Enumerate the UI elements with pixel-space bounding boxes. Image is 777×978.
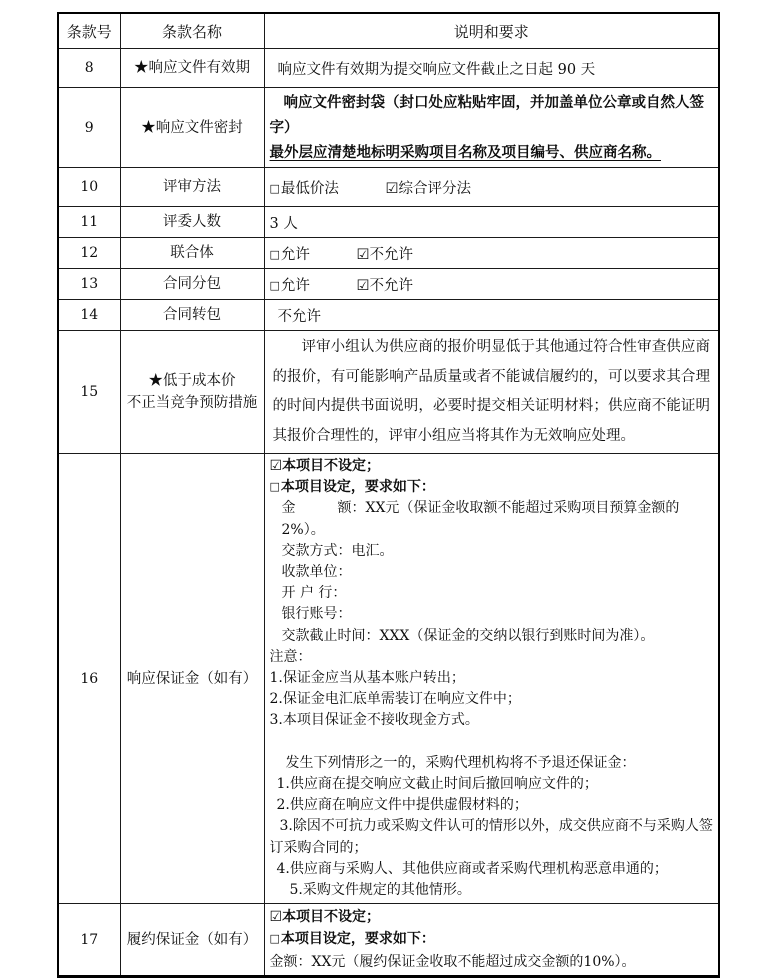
clause-description-cell xyxy=(264,168,719,207)
payment-method-line: 交款方式：电汇。 xyxy=(281,542,394,559)
bank-account-line: 银行账号： xyxy=(281,606,352,623)
clause-description-cell xyxy=(264,269,719,300)
clause-no: 13 xyxy=(58,269,120,300)
option-label: 允许 xyxy=(280,277,310,294)
checkbox-unchecked-icon: □ xyxy=(269,181,280,195)
table-header-row xyxy=(58,13,719,49)
checkbox-checked-icon: ☑ xyxy=(356,277,370,294)
performance-bond-cell xyxy=(264,904,719,977)
subcontract-transfer-text: 不允许 xyxy=(277,308,321,325)
clause-name: ★响应文件密封 xyxy=(120,88,264,168)
option-label: 本项目不设定； xyxy=(282,909,381,926)
response-deposit-cell xyxy=(264,454,719,904)
clause-no: 15 xyxy=(58,331,120,454)
checkbox-unchecked-icon: □ xyxy=(269,247,280,261)
clause-name-line2: 不正当竞争预防措施 xyxy=(126,395,258,411)
checkbox-unchecked-icon: □ xyxy=(269,932,280,946)
sealing-requirement-line2: 最外层应清楚地标明采购项目名称及项目编号、供应商名称。 xyxy=(269,144,661,161)
clause-name: 合同分包 xyxy=(120,269,264,300)
option-label: 本项目设定，要求如下： xyxy=(280,931,435,948)
table-row-13 xyxy=(58,269,719,300)
header-clause-name: 条款名称 xyxy=(120,13,264,49)
table-row-12 xyxy=(58,238,719,269)
deposit-not-set-option xyxy=(270,456,714,477)
evaluator-count-text: 3 人 xyxy=(269,215,298,232)
checkbox-unchecked-icon: □ xyxy=(269,480,280,494)
option-label: 最低价法 xyxy=(280,180,339,197)
option-label: 不允许 xyxy=(369,277,414,294)
bank-name-line: 开 户 行： xyxy=(281,585,347,602)
terms-table xyxy=(57,12,720,978)
table-row-17 xyxy=(58,904,719,977)
option-lowest-price xyxy=(270,177,339,198)
option-label: 不允许 xyxy=(369,246,414,263)
table-row-9 xyxy=(58,88,719,168)
table-row-8 xyxy=(58,49,719,88)
table-row-16 xyxy=(58,454,719,904)
clause-no: 9 xyxy=(58,88,120,168)
clause-name-line1: ★低于成本价 xyxy=(148,373,236,389)
sealing-requirement-line1: 响应文件密封袋（封口处应粘贴牢固，并加盖单位公章或自然人签字） xyxy=(269,94,704,136)
header-clause-no: 条款号 xyxy=(58,13,120,49)
option-not-allowed xyxy=(357,274,414,295)
note-item: 1.保证金应当从基本账户转出； xyxy=(269,670,465,687)
checkbox-checked-icon: ☑ xyxy=(385,180,399,197)
clause-description-cell xyxy=(264,238,719,269)
clause-no: 10 xyxy=(58,168,120,207)
option-label: 本项目设定，要求如下： xyxy=(280,479,435,496)
clause-name: 评审方法 xyxy=(120,168,264,207)
spacer xyxy=(270,732,714,753)
clause-description-cell xyxy=(264,49,719,88)
clause-name: 合同转包 xyxy=(120,300,264,331)
table-row-14 xyxy=(58,300,719,331)
validity-period-text: 响应文件有效期为提交响应文件截止之日起 90 天 xyxy=(277,61,596,78)
forfeit-item: 5.采购文件规定的其他情形。 xyxy=(289,882,471,899)
forfeit-item: 3.除因不可抗力或采购文件认可的情形以外，成交供应商不与采购人签订采购合同的； xyxy=(269,818,713,856)
clause-no: 14 xyxy=(58,300,120,331)
option-allowed xyxy=(270,243,310,264)
deposit-amount-line: 金 额：XX元（保证金收取额不能超过采购项目预算金额的2%）。 xyxy=(281,500,680,538)
bond-amount-line: 金额：XX元（履约保证金收取不能超过成交金额的10%）。 xyxy=(269,954,636,971)
option-label: 允许 xyxy=(280,246,310,263)
clause-no: 8 xyxy=(58,49,120,88)
clause-no: 17 xyxy=(58,904,120,977)
header-description: 说明和要求 xyxy=(264,13,719,49)
option-allowed xyxy=(270,274,310,295)
table-row-11 xyxy=(58,207,719,238)
bond-set-option xyxy=(270,928,714,951)
option-label: 综合评分法 xyxy=(398,180,472,197)
clause-name: 履约保证金（如有） xyxy=(120,904,264,977)
clause-no: 12 xyxy=(58,238,120,269)
payment-deadline-line: 交款截止时间：XXX（保证金的交纳以银行到账时间为准）。 xyxy=(281,627,655,644)
note-item: 3.本项目保证金不接收现金方式。 xyxy=(269,712,479,729)
payee-unit-line: 收款单位： xyxy=(281,564,352,581)
clause-description-cell xyxy=(264,207,719,238)
clause-name: 评委人数 xyxy=(120,207,264,238)
forfeit-item: 1.供应商在提交响应文截止时间后撤回响应文件的； xyxy=(276,776,598,793)
option-comprehensive-scoring xyxy=(386,177,472,198)
clause-no: 11 xyxy=(58,207,120,238)
clause-name: 联合体 xyxy=(120,238,264,269)
note-title: 注意： xyxy=(269,648,312,665)
clause-no: 16 xyxy=(58,454,120,904)
below-cost-measures-text: 评审小组认为供应商的报价明显低于其他通过符合性审查供应商的报价，有可能影响产品质量或者不能诚信履约的，可以要求其合理的时间内提供书面说明，必要时提交相关证明材料；供应商不能证明其报价合理性的，评审小组应当将其作为无效响应处理。 xyxy=(272,339,710,444)
forfeit-title: 发生下列情形之一的，采购代理机构将不予退还保证金： xyxy=(285,754,636,771)
checkbox-checked-icon: ☑ xyxy=(269,909,283,926)
bond-not-set-option xyxy=(270,906,714,928)
deposit-set-option xyxy=(270,477,714,498)
note-item: 2.保证金电汇底单需装订在响应文件中； xyxy=(269,691,521,708)
clause-name: 响应保证金（如有） xyxy=(120,454,264,904)
clause-name xyxy=(120,331,264,454)
option-label: 本项目不设定； xyxy=(282,458,381,474)
forfeit-item: 4.供应商与采购人、其他供应商或者采购代理机构恶意串通的； xyxy=(276,860,668,877)
checkbox-checked-icon: ☑ xyxy=(269,458,283,474)
clause-name: ★响应文件有效期 xyxy=(120,49,264,88)
forfeit-item: 2.供应商在响应文件中提供虚假材料的； xyxy=(276,797,528,814)
option-not-allowed xyxy=(357,243,414,264)
clause-description-cell xyxy=(264,88,719,168)
table-row-15 xyxy=(58,331,719,454)
table-row-10 xyxy=(58,168,719,207)
checkbox-unchecked-icon: □ xyxy=(269,278,280,292)
checkbox-checked-icon: ☑ xyxy=(356,246,370,263)
clause-description-cell xyxy=(264,300,719,331)
clause-description-cell xyxy=(264,331,719,454)
